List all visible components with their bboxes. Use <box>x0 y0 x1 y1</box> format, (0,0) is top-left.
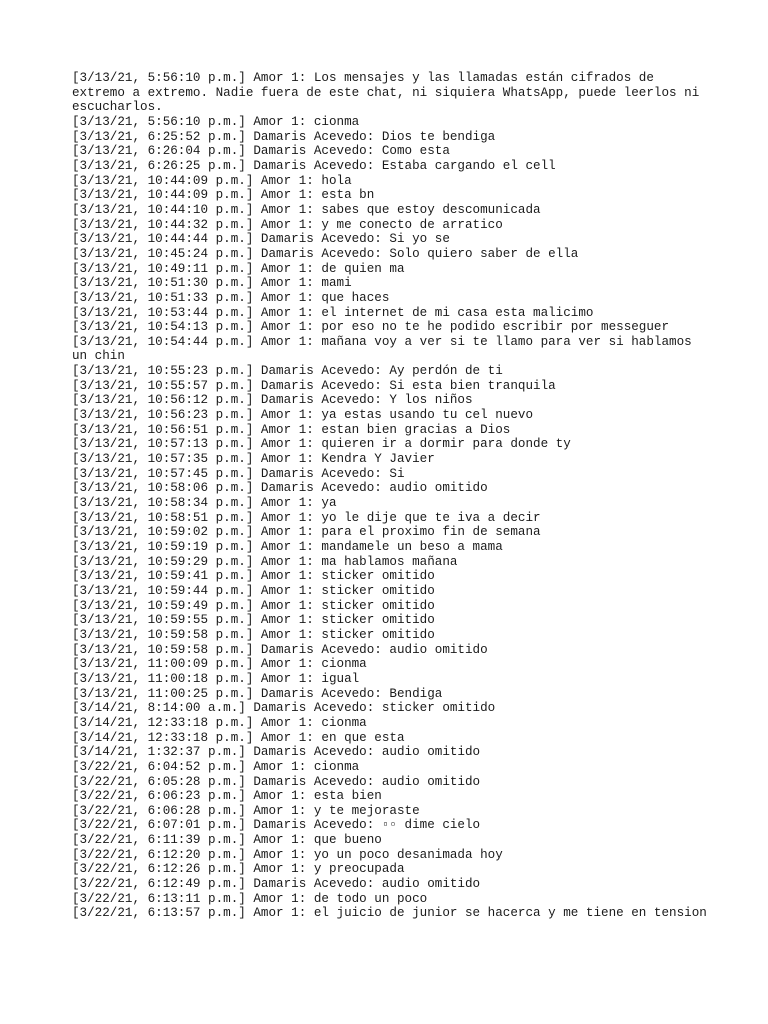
chat-message-line: [3/13/21, 10:44:32 p.m.] Amor 1: y me conecto de arratico <box>72 217 503 232</box>
chat-message-line: [3/22/21, 6:04:52 p.m.] Amor 1: cionma <box>72 759 360 774</box>
chat-message-line: [3/13/21, 10:44:10 p.m.] Amor 1: sabes que estoy descomunicada <box>72 202 541 217</box>
chat-message-line: [3/22/21, 6:13:11 p.m.] Amor 1: de todo un poco <box>72 891 428 906</box>
chat-message-line: [3/13/21, 10:59:02 p.m.] Amor 1: para el proximo fin de semana <box>72 525 541 540</box>
chat-message-line: [3/13/21, 10:55:57 p.m.] Damaris Acevedo: Si esta bien tranquila <box>72 378 556 393</box>
chat-message-line: [3/14/21, 8:14:00 a.m.] Damaris Acevedo: sticker omitido <box>72 701 496 716</box>
chat-message-line: [3/13/21, 10:56:51 p.m.] Amor 1: estan bien gracias a Dios <box>72 422 511 437</box>
chat-message-line: [3/22/21, 6:12:20 p.m.] Amor 1: yo un poco desanimada hoy <box>72 847 503 862</box>
chat-message-line: [3/13/21, 10:56:23 p.m.] Amor 1: ya estas usando tu cel nuevo <box>72 408 534 423</box>
chat-message-line: [3/13/21, 10:51:30 p.m.] Amor 1: mami <box>72 276 352 291</box>
chat-message-line: [3/22/21, 6:11:39 p.m.] Amor 1: que bueno <box>72 833 382 848</box>
chat-message-line: [3/13/21, 11:00:18 p.m.] Amor 1: igual <box>72 671 360 686</box>
chat-message-line: [3/13/21, 10:44:09 p.m.] Amor 1: esta bn <box>72 188 375 203</box>
chat-message-line: [3/22/21, 6:07:01 p.m.] Damaris Acevedo: ▫▫ dime cielo <box>72 818 481 833</box>
chat-message-line: [3/13/21, 10:57:13 p.m.] Amor 1: quieren ir a dormir para donde ty <box>72 437 571 452</box>
chat-message-line: [3/13/21, 6:26:04 p.m.] Damaris Acevedo: Como esta <box>72 144 450 159</box>
chat-message-line: [3/13/21, 10:45:24 p.m.] Damaris Acevedo: Solo quiero saber de ella <box>72 246 579 261</box>
chat-message-line: [3/13/21, 6:25:52 p.m.] Damaris Acevedo: Dios te bendiga <box>72 129 496 144</box>
chat-message-line: [3/13/21, 10:59:58 p.m.] Damaris Acevedo: audio omitido <box>72 642 488 657</box>
chat-message-line: [3/13/21, 10:54:13 p.m.] Amor 1: por eso no te he podido escribir por messeguer <box>72 320 670 335</box>
chat-message-line: [3/13/21, 10:57:45 p.m.] Damaris Acevedo: Si <box>72 466 405 481</box>
chat-message-line: [3/13/21, 11:00:09 p.m.] Amor 1: cionma <box>72 657 367 672</box>
chat-message-line: [3/13/21, 10:59:55 p.m.] Amor 1: sticker omitido <box>72 613 435 628</box>
chat-message-line: [3/13/21, 10:44:09 p.m.] Amor 1: hola <box>72 173 352 188</box>
chat-message-line: [3/14/21, 1:32:37 p.m.] Damaris Acevedo: audio omitido <box>72 745 481 760</box>
chat-message-line: [3/13/21, 10:57:35 p.m.] Amor 1: Kendra Y Javier <box>72 452 435 467</box>
chat-message-line: [3/13/21, 10:53:44 p.m.] Amor 1: el internet de mi casa esta malicimo <box>72 305 594 320</box>
chat-message-line: [3/22/21, 6:13:57 p.m.] Amor 1: el juicio de junior se hacerca y me tiene en tension <box>72 906 707 921</box>
chat-message-line: [3/13/21, 10:59:41 p.m.] Amor 1: sticker omitido <box>72 569 435 584</box>
chat-message-line: [3/22/21, 6:05:28 p.m.] Damaris Acevedo: audio omitido <box>72 774 481 789</box>
chat-message-line: [3/13/21, 10:59:44 p.m.] Amor 1: sticker omitido <box>72 583 435 598</box>
chat-message-line: [3/22/21, 6:06:28 p.m.] Amor 1: y te mejoraste <box>72 803 420 818</box>
chat-message-line: [3/13/21, 10:58:06 p.m.] Damaris Acevedo: audio omitido <box>72 481 488 496</box>
chat-transcript <box>72 71 712 921</box>
chat-message-line: [3/13/21, 10:56:12 p.m.] Damaris Acevedo: Y los niños <box>72 393 473 408</box>
chat-message-line: [3/22/21, 6:06:23 p.m.] Amor 1: esta bien <box>72 789 382 804</box>
chat-message-line: [3/13/21, 10:49:11 p.m.] Amor 1: de quien ma <box>72 261 405 276</box>
chat-message-line: [3/13/21, 10:51:33 p.m.] Amor 1: que haces <box>72 290 390 305</box>
chat-message-line: [3/14/21, 12:33:18 p.m.] Amor 1: en que esta <box>72 730 405 745</box>
chat-message-line: [3/13/21, 10:54:44 p.m.] Amor 1: mañana voy a ver si te llamo para ver si hablamos un chin <box>72 334 700 364</box>
chat-message-line: [3/13/21, 10:59:19 p.m.] Amor 1: mandamele un beso a mama <box>72 540 503 554</box>
chat-message-line: [3/13/21, 10:59:49 p.m.] Amor 1: sticker omitido <box>72 598 435 613</box>
chat-message-line: [3/13/21, 10:59:29 p.m.] Amor 1: ma hablamos mañana <box>72 554 458 569</box>
chat-message-line: [3/13/21, 10:58:51 p.m.] Amor 1: yo le dije que te iva a decir <box>72 510 541 525</box>
chat-message-line: [3/13/21, 5:56:10 p.m.] Amor 1: Los mensajes y las llamadas están cifrados de extremo a extremo. Nadie fuera de este chat, ni siquiera WhatsApp, puede leerlos ni escucharlos. <box>72 71 707 115</box>
chat-message-line: [3/22/21, 6:12:49 p.m.] Damaris Acevedo: audio omitido <box>72 877 481 892</box>
chat-message-line: [3/13/21, 10:55:23 p.m.] Damaris Acevedo: Ay perdón de ti <box>72 364 503 379</box>
chat-message-line: [3/13/21, 11:00:25 p.m.] Damaris Acevedo: Bendiga <box>72 686 443 701</box>
chat-message-line: [3/14/21, 12:33:18 p.m.] Amor 1: cionma <box>72 715 367 730</box>
chat-message-line: [3/13/21, 10:58:34 p.m.] Amor 1: ya <box>72 496 337 511</box>
chat-message-line: [3/13/21, 10:59:58 p.m.] Amor 1: sticker omitido <box>72 627 435 642</box>
chat-message-line: [3/13/21, 10:44:44 p.m.] Damaris Acevedo: Si yo se <box>72 232 450 247</box>
chat-message-line: [3/13/21, 6:26:25 p.m.] Damaris Acevedo: Estaba cargando el cell <box>72 158 556 173</box>
chat-message-line: [3/22/21, 6:12:26 p.m.] Amor 1: y preocupada <box>72 862 405 877</box>
chat-message-line: [3/13/21, 5:56:10 p.m.] Amor 1: cionma <box>72 114 360 129</box>
